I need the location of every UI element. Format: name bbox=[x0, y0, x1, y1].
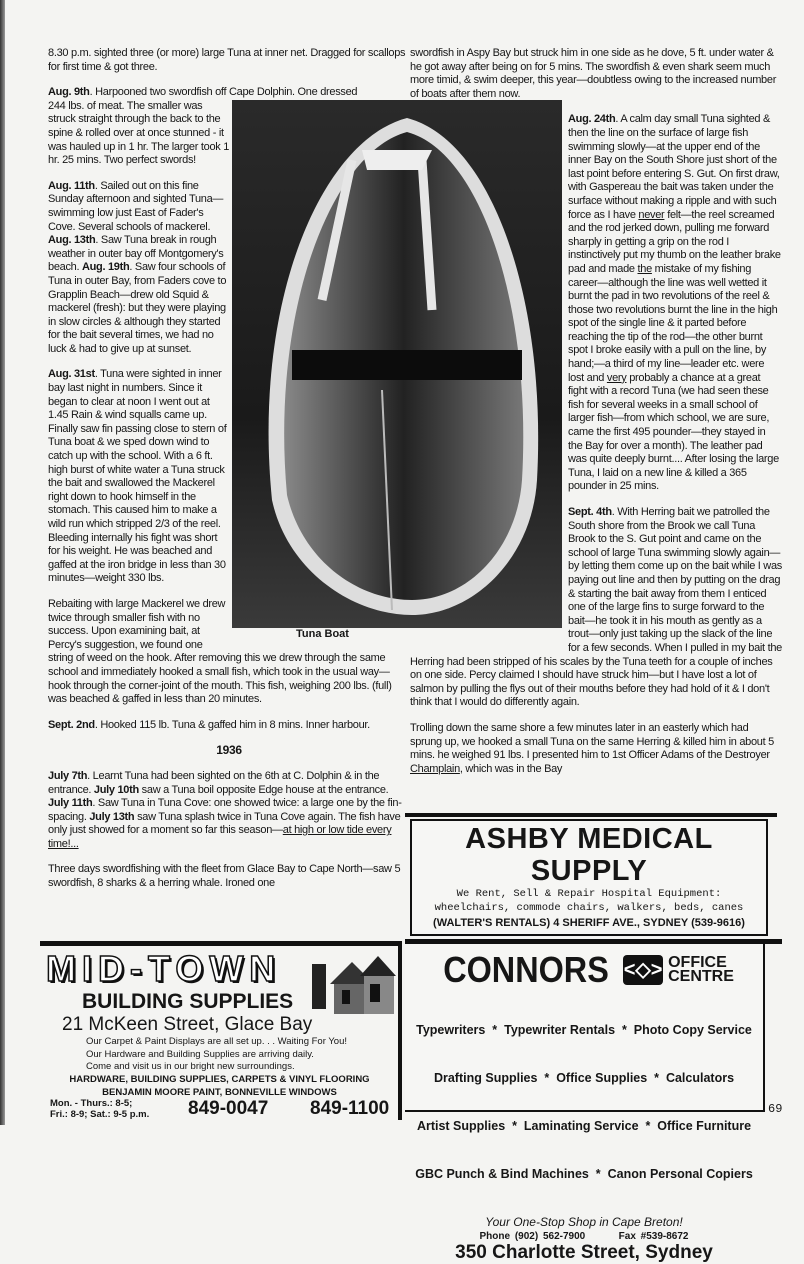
divider bbox=[405, 813, 777, 817]
date-label: July 10th bbox=[93, 783, 139, 796]
date-label: July 13th bbox=[89, 810, 135, 823]
ad-text: We Rent, Sell & Repair Hospital Equipment: bbox=[456, 888, 722, 900]
spacer bbox=[405, 778, 782, 813]
ad-phone: 849-0047 bbox=[188, 1098, 269, 1119]
house-illustration-icon bbox=[312, 954, 397, 1019]
connors-office-ad bbox=[405, 944, 765, 1263]
text: mistake of my fishing career—although the line was well wetted it burnt the pad in two revolutions of the reel & those two revolutions burnt the line in the high spot of the single line & it parted before reaching the tip of the rod—the other burnt spot I broke easily with a pull on the line, by hand;—a third of my line—leader etc. were lost and bbox=[568, 262, 778, 384]
midtown-ad bbox=[42, 946, 397, 1120]
ad-text: Fri.: 8-9; Sat.: 9-5 p.m. bbox=[50, 1108, 150, 1120]
spacer bbox=[40, 893, 410, 941]
text: saw Tuna splash twice in Tuna Cove again. The fish have only just showed for a moment so far this season— bbox=[48, 810, 401, 837]
paragraph-sept2 bbox=[48, 719, 410, 733]
photo-caption: Tuna Boat bbox=[296, 628, 349, 640]
divider bbox=[398, 944, 402, 1120]
ad-title: ASHBY MEDICAL SUPPLY bbox=[465, 823, 713, 887]
text: , which was in the Bay bbox=[459, 762, 563, 775]
ad-phone: Phone (902) 562-7900 bbox=[479, 1231, 586, 1242]
ad-fax: Fax #539-8672 bbox=[618, 1231, 689, 1242]
paragraph: Three days swordfishing with the fleet from Glace Bay to Cape North—saw 5 swordfish, 8 sharks & a herring whale. Ironed one bbox=[48, 863, 401, 890]
text: . Hooked 115 lb. Tuna & gaffed him in 8 mins. Inner harbour. bbox=[94, 718, 370, 731]
photo-wrap-spacer bbox=[410, 113, 568, 643]
ad-text: Typewriters * Typewriter Rentals * Photo Copy Service bbox=[416, 1023, 752, 1037]
paragraph-aug9-line1 bbox=[48, 86, 410, 100]
date-label: Aug. 19th bbox=[81, 261, 130, 274]
ad-text-block bbox=[86, 1036, 347, 1074]
paragraph: 244 lbs. of meat. The smaller was struck straight through the back to the spine & rolled over at once stunned - it was hauled up in 1 hr. The larger took 1 hr. 25 mins. Two perfect swords! bbox=[48, 99, 230, 167]
ad-address: 21 McKeen Street, Glace Bay bbox=[62, 1014, 313, 1035]
text: probably a chance at a great fight with a record Tuna (we had seen these fish for several weeks in a small school of larger fish—from which school, we are sure, came the first 495 pounder—they stayed in the Bay for over a month). The leather pad was quite deeply burnt.... After losing the large Tuna, I laid on a new line & killed a 365 pounder in 25 mins. bbox=[568, 371, 779, 493]
ad-text: Mon. - Thurs.: 8-5; bbox=[50, 1098, 133, 1109]
underlined-text: at high or low tide every time!... bbox=[48, 824, 392, 850]
underlined-text: Champlain bbox=[410, 762, 460, 775]
text: . Saw Tuna in Tuna Cove: one showed twice: a large one by the fin-spacing. bbox=[48, 797, 402, 823]
connors-logo-icon: <◇> bbox=[623, 955, 663, 985]
text: CENTRE bbox=[668, 968, 734, 985]
date-label: Aug. 24th bbox=[568, 113, 616, 126]
ad-phone: 849-1100 bbox=[310, 1098, 390, 1119]
scan-edge bbox=[0, 0, 5, 1125]
text: Brook we call Tuna Brook to the S. Gut point and came on the school of large Tuna swimming slowly again—by letting them come up on the bait while I was paying out line and then by putting on the drag & starting the bait away from them I enticed one of the large fins to surge forward to the bait—he took it in his mouth as gently as a trout—only just taking up the slack of the line for a few seconds. When I pulled in my bait the Herring had been stripped of his scales by the Tuna teeth for a couple of inches on one side. Percy claimed I should have struck him—but I have lost a lot of salmon by pulling the flys out of their mouths before they had hold of it & I don't think that I would do differently again. bbox=[410, 519, 782, 709]
ad-text: Our Carpet & Paint Displays are all set up. . . Waiting For You! bbox=[86, 1036, 348, 1047]
ad-title: CONNORS bbox=[443, 949, 609, 990]
text: . Saw four schools of Tuna in outer Bay, from Faders cove to Grapplin Beach—drew old Squid & mackerel (fresh): but they were playing in slow circles & although they started for the bait several times, we had no luck & had to give up at sunset. bbox=[48, 261, 227, 355]
text: . With Herring bait we patrolled the South shore from the bbox=[568, 506, 770, 532]
photo-wrap-spacer bbox=[230, 100, 410, 646]
year-heading: 1936 bbox=[216, 743, 242, 758]
ad-address: 350 Charlotte Street, Sydney bbox=[455, 1242, 713, 1263]
text: felt—the reel screamed and the rod jerked down, pulling me forward sharply in getting a grip on the rod I instinctively put my thumb on the leather brake pad and made bbox=[568, 208, 781, 275]
paragraph-trolling bbox=[410, 722, 782, 776]
date-label: Aug. 31st bbox=[48, 368, 95, 381]
ad-text: wheelchairs, commode chairs, walkers, beds, canes bbox=[434, 902, 744, 914]
right-column bbox=[405, 47, 782, 1263]
left-column bbox=[40, 47, 410, 1120]
underlined-text: the bbox=[637, 262, 652, 275]
text: . A calm day small Tuna sighted & then the line on the surface of large fish swimming slowly—at the upper end of the inner Bay on the South Shore just short of the last point before entering S. Gut. On first draw, with Gaspereau the bait was taken under the surface without making a ripple and with such force as I have bbox=[568, 113, 780, 221]
paragraph: 8.30 p.m. sighted three (or more) large Tuna at inner net. Dragged for scallops for first time & got three. bbox=[48, 47, 406, 73]
connors-header bbox=[405, 950, 763, 990]
ad-tagline: Your One-Stop Shop in Cape Breton! bbox=[485, 1215, 683, 1229]
paragraph: Rebaiting with large Mackerel we drew twice through smaller fish with no success. Upon examining bait, at Percy's suggestion, we found one string of weed on the hook. After removing this we drew through the same school and immediately hooked a small fish, which took in the usual way—hook through the corner-joint of the mouth. This fish, weighing 200 lbs. (full) was beached & gaffed in less than 20 minutes. bbox=[48, 597, 392, 706]
date-label: Sept. 4th bbox=[568, 506, 612, 518]
text: OFFICE bbox=[668, 954, 727, 971]
ad-text: Our Hardware and Building Supplies are arriving daily. bbox=[86, 1048, 314, 1060]
ad-hours bbox=[50, 1099, 149, 1120]
date-label: Sept. 2nd bbox=[48, 718, 95, 731]
text: . Learnt Tuna had been sighted on the 6th at C. Dolphin & in the entrance. bbox=[48, 769, 380, 796]
underlined-text: very bbox=[606, 371, 627, 384]
ad-text: Artist Supplies * Laminating Service * Office Furniture bbox=[416, 1119, 752, 1133]
date-label: Aug. 9th bbox=[48, 86, 90, 99]
date-label: July 11th bbox=[48, 797, 93, 810]
date-label: July 7th bbox=[48, 769, 88, 782]
underlined-text: never bbox=[638, 208, 665, 221]
ad-text: BENJAMIN MOORE PAINT, BONNEVILLE WINDOWS bbox=[102, 1086, 337, 1098]
ad-text: Come and visit us in our bright new surroundings. bbox=[86, 1061, 295, 1072]
paragraph-july bbox=[48, 770, 410, 852]
date-label: Aug. 11th bbox=[48, 179, 95, 192]
ad-products bbox=[42, 1074, 397, 1099]
ad-address: (WALTER'S RENTALS) 4 SHERIFF AVE., SYDNEY (539-9616) bbox=[433, 917, 745, 929]
ad-contact bbox=[405, 1231, 763, 1242]
midtown-logo: MID-TOWN bbox=[46, 948, 282, 989]
left-column-text bbox=[40, 47, 410, 893]
ashby-medical-ad bbox=[410, 819, 768, 936]
paragraph: swordfish in Aspy Bay but struck him in one side as he dove, 5 ft. under water & he got away after being on for 5 mins. The swordfish & even shark seem much more timid, & swim deeper, this year—doubtless owing to the increased number of boats after them now. bbox=[410, 47, 777, 100]
office-centre-label bbox=[668, 956, 734, 984]
ad-text: GBC Punch & Bind Machines * Canon Personal Copiers bbox=[415, 1167, 753, 1181]
text: . Sailed out on this fine Sunday afternoon and sighted Tuna—swimming low just East of Fader's Cove. Several schools of mackerel. bbox=[48, 179, 224, 233]
text: Trolling down the same shore a few minutes later in an easterly which had sprung up, we hooked a small Tuna on the same Herring & killed him in about 5 mins. he weighed 91 lbs. I presented him to 1st Officer Adams of the Destroyer bbox=[410, 721, 774, 762]
text: saw a Tuna boil opposite Edge house at the entrance. bbox=[138, 783, 389, 796]
text: . Tuna were sighted in inner bay last night in numbers. Since it began to clear at noon I went out at 1.45 Rain & wind squalls came up. Finally saw fin passing close to stern of Tuna boat & we sped down wind to catch up with the school. With a 6 ft. high burst of white water a Tuna struck the bait and swallowed the Mackerel right down to hook himself in the stomach. This caused him to make a wild run which stripped 2/3 of the reel. Bleeding internally his fight was short for his weight. He was beached and gaffed at the iron bridge in less than 30 minutes—weight 330 lbs. bbox=[48, 368, 227, 585]
page-number: 69 bbox=[768, 1102, 783, 1116]
ad-services bbox=[405, 990, 763, 1214]
date-label: Aug. 13th bbox=[48, 234, 96, 247]
ad-text: HARDWARE, BUILDING SUPPLIES, CARPETS & VINYL FLOORING bbox=[69, 1074, 370, 1085]
ad-text: Drafting Supplies * Office Supplies * Calculators bbox=[433, 1071, 735, 1085]
right-column-text bbox=[405, 47, 782, 778]
text: . Saw Tuna break in rough weather in outer bay off Montgomery's beach. bbox=[48, 234, 224, 274]
text: . Harpooned two swordfish off Cape Dolphin. One dressed bbox=[89, 86, 358, 99]
ad-subtitle: BUILDING SUPPLIES bbox=[82, 990, 294, 1013]
